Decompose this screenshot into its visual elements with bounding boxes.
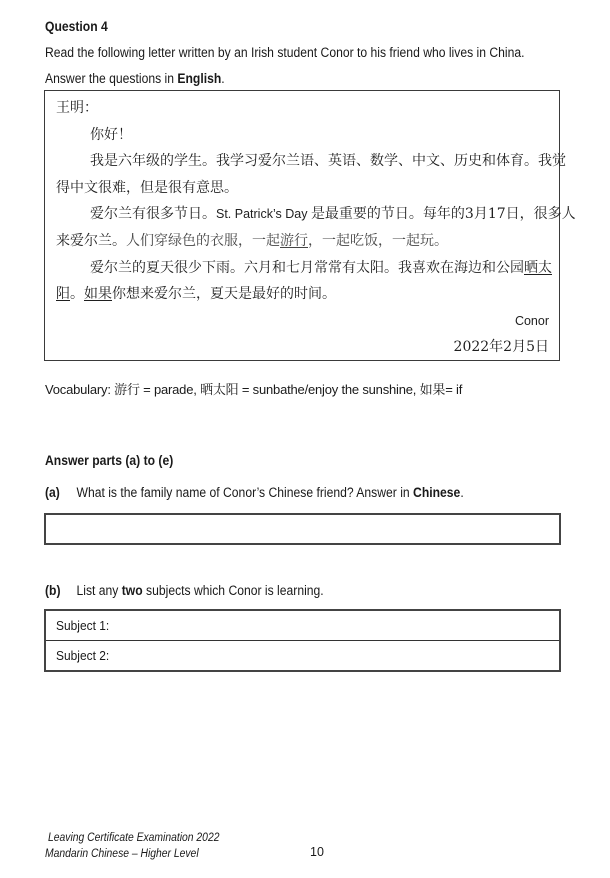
question-title: Question 4 [45,19,108,34]
letter-p2-line1 [56,201,576,228]
letter-signature-name: Conor [514,313,549,328]
intro-line-2-post: . [221,71,225,86]
letter-greeting: 你好！ [90,126,132,143]
intro-line-2-bold: English [177,71,222,86]
part-a-label: (a) [45,485,60,500]
part-a-question-pre: What is the family name of Conor’s Chinese friend? Answer in [76,485,414,500]
letter-p3-line2-underline1: 阳 [56,286,70,303]
letter-p2-line2-pre: 来爱尔兰。 [56,232,126,249]
subject-2-row[interactable] [46,640,559,670]
letter-p2-line2-underline: 游行 [280,232,308,249]
part-a-answer-box[interactable] [44,513,561,545]
part-a-question [45,484,464,501]
letter-p3-line2-underline2: 如果 [84,286,112,303]
letter-p1-line1: 我是六年级的学生。我学习爱尔兰语、英语、数学、中文、历史和体育。我觉 [90,153,566,170]
letter-p3-line1-underline: 晒太 [524,259,552,276]
letter-box [44,90,576,361]
subject-2-label: Subject 2: [56,648,110,663]
letter-p3-line2-mid: 。 [70,286,84,303]
letter-p3-line2 [56,281,549,308]
part-b-question-post: subjects which Conor is learning. [142,583,324,598]
part-b-question [45,582,324,599]
part-b-label: (b) [45,583,61,598]
part-a-question-post: . [460,485,464,500]
footer-exam-name: Leaving Certificate Examination 2022 [48,832,220,844]
letter-p2-line2 [56,228,549,255]
intro-line-1: Read the following letter written by an Irish student Conor to his friend who lives in China. [45,45,525,60]
letter-p3-line1 [56,255,552,282]
vocabulary-note: Vocabulary: 游行 = parade, 晒太阳 = sunbathe/enjoy the sunshine, 如果= if [45,382,463,397]
letter-p3-line1-pre: 爱尔兰的夏天很少下雨。六月和七月常常有太阳。我喜欢在海边和公园 [90,259,524,276]
part-b-answer-table [44,609,561,672]
page-number: 10 [310,845,324,859]
letter-p2-line1-latin: St. Patrick’s Day [216,207,311,222]
part-a-question-bold: Chinese [413,485,461,500]
intro-line-2 [45,70,225,87]
letter-p2-line2-alt-pre: 人们穿绿色的衣服，一起 [126,232,280,249]
subject-1-row[interactable] [46,611,559,640]
letter-p2-line1-pre: 爱尔兰有很多节日。 [90,206,216,223]
footer-exam-level: Mandarin Chinese – Higher Level [45,848,199,860]
answer-parts-heading: Answer parts (a) to (e) [45,453,174,468]
letter-date: 2022年2月5日 [453,339,549,356]
intro-line-2-pre: Answer the questions in [45,71,178,86]
letter-salutation: 王明： [56,100,98,116]
letter-p1-line2: 得中文很难，但是很有意思。 [56,179,238,196]
part-b-question-bold: two [121,583,143,598]
letter-p2-line2-alt-post: ，一起吃饭，一起玩。 [308,232,448,249]
letter-signature [56,308,549,335]
letter-p3-line2-post: 你想来爱尔兰，夏天是最好的时间。 [112,286,336,303]
part-b-question-pre: List any [76,583,122,598]
letter-p2-line1-post: 是最重要的节日。每年的3月17日，很多人 [310,206,576,223]
subject-1-label: Subject 1: [56,618,110,633]
